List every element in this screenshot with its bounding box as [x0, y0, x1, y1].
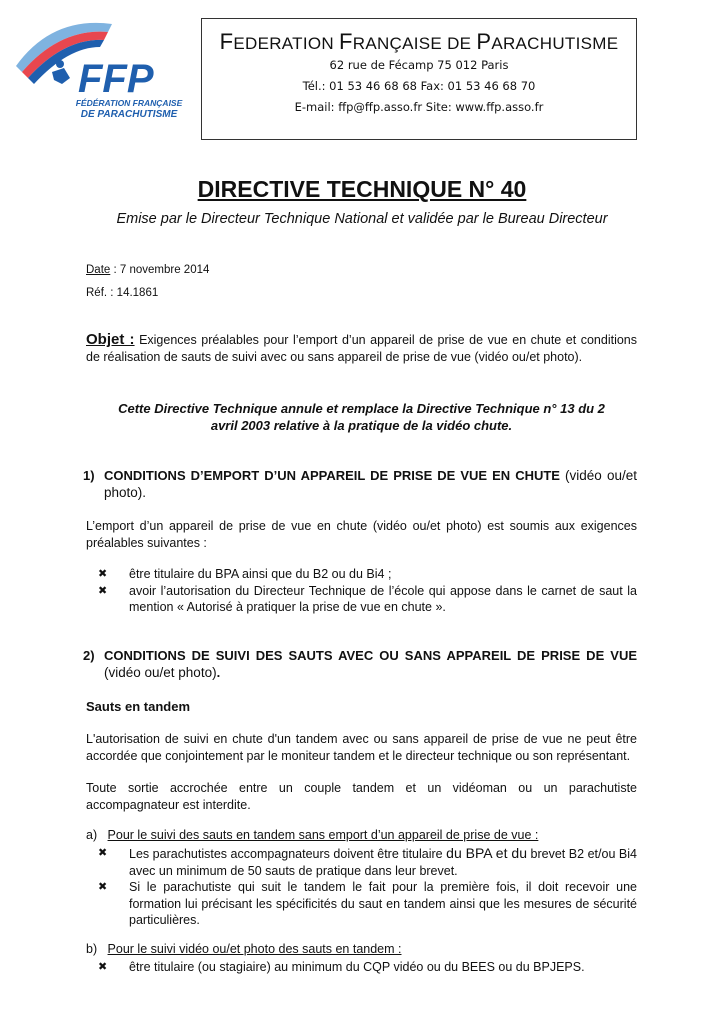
bullet-text-emphasis: du BPA et du [446, 845, 527, 861]
cross-bullet-icon: ✖ [98, 568, 108, 580]
org-rest-3: ARACHUTISME [491, 34, 619, 53]
reference-line: Réf. : 14.1861 [86, 287, 159, 299]
org-rest-1: EDERATION [233, 34, 340, 53]
cross-bullet-icon: ✖ [98, 584, 108, 597]
tandem-paragraph-1: L'autorisation de suivi en chute d'un tandem avec ou sans appareil de prise de vue ne peut être accordée que conjointement par le moniteur tandem et le directeur technique ou son représentant. [86, 732, 637, 763]
section-1-number: 1) [83, 468, 95, 483]
bullet-text: être titulaire du BPA ainsi que du B2 ou du Bi4 ; [129, 567, 392, 581]
list-item [98, 879, 637, 929]
list-b-bullets [98, 959, 637, 976]
org-cap-f2: F [339, 29, 353, 54]
document-subtitle: Emise par le Directeur Technique National et validée par le Bureau Directeur [116, 211, 608, 227]
list-item [98, 959, 637, 976]
skydiver-body [52, 68, 70, 84]
section-1-bullets [98, 566, 637, 616]
document-title-text: DIRECTIVE TECHNIQUE N° 40 [197, 176, 527, 202]
objet-label: Objet : [86, 331, 135, 348]
list-b-heading [86, 942, 401, 956]
cross-bullet-icon: ✖ [98, 847, 108, 859]
section-1-title-suffix: (vidéo ou/et photo). [104, 468, 637, 500]
tandem-paragraph-2: Toute sortie accrochée entre un couple tandem et un vidéoman ou un parachutiste accompagnateur est interdite. [86, 781, 637, 812]
date-label: Date [86, 264, 111, 276]
list-item [98, 566, 637, 583]
skydiver-head [56, 60, 64, 68]
section-2-heading [83, 647, 637, 681]
section-2-title-suffix: (vidéo ou/et photo) [104, 665, 217, 680]
organization-name [202, 29, 636, 55]
list-a-heading [86, 828, 538, 842]
list-a-bullets [98, 845, 637, 929]
org-cap-f1: F [219, 29, 234, 54]
phone-fax: Tél.: 01 53 46 68 68 Fax: 01 53 46 68 70 [302, 79, 536, 93]
section-1-intro: L’emport d’un appareil de prise de vue en chute (vidéo ou/et photo) est soumis aux exigences préalables suivantes : [86, 519, 637, 550]
bullet-text-pre: Les parachutistes accompagnateurs doivent être titulaire [129, 847, 447, 861]
annulment-notice [86, 400, 637, 434]
section-2-title-end: . [216, 665, 221, 680]
list-item [98, 583, 637, 616]
document-title [0, 176, 724, 203]
section-1-title: CONDITIONS D’EMPORT D’UN APPAREIL DE PRISE DE VUE EN CHUTE [104, 468, 560, 483]
ffp-logo [12, 14, 183, 122]
list-b-title: Pour le suivi vidéo ou/et photo des sauts en tandem : [107, 942, 402, 956]
logo-subtitle [74, 98, 184, 120]
list-b-label: b) [86, 942, 98, 956]
email-site: E-mail: ffp@ffp.asso.fr Site: www.ffp.asso.fr [294, 100, 544, 114]
bullet-text: être titulaire (ou stagiaire) au minimum du CQP vidéo ou du BEES ou du BPJEPS. [129, 960, 585, 974]
cross-bullet-icon: ✖ [98, 881, 108, 893]
list-item [98, 845, 637, 879]
section-2-number: 2) [83, 648, 95, 663]
address: 62 rue de Fécamp 75 012 Paris [329, 58, 509, 72]
notice-line-2: avril 2003 relative à la pratique de la vidéo chute. [210, 418, 513, 433]
bullet-text: avoir l’autorisation du Directeur Technique de l’école qui appose dans le carnet de saut la mention « Autorisé à pratiquer la prise de vue en chute ». [129, 583, 637, 614]
date-value: : 7 novembre 2014 [110, 264, 210, 276]
bullet-text: Si le parachutiste qui suit le tandem le fait pour la première fois, il doit recevoir une formation lui précisant les spécificités du saut en tandem ainsi que les mesures de sécurité particulières. [129, 880, 637, 927]
section-2-title: CONDITIONS DE SUIVI DES SAUTS AVEC OU SANS APPAREIL DE PRISE DE VUE [104, 648, 637, 663]
notice-line-1: Cette Directive Technique annule et remplace la Directive Technique n° 13 du 2 [118, 401, 605, 416]
logo-ffp-text: FFP [78, 57, 154, 101]
objet-paragraph [86, 332, 637, 365]
header-box [201, 18, 637, 140]
logo-sub-line2: DE PARACHUTISME [80, 109, 178, 120]
logo-sub-line1: FÉDÉRATION FRANÇAISE [75, 98, 183, 108]
cross-bullet-icon: ✖ [98, 961, 108, 973]
section-1-heading [83, 467, 637, 501]
bullet-text-post: brevet B2 et/ou Bi4 avec un minimum de 50 sauts de pratique dans leur brevet. [129, 847, 637, 878]
objet-text: Exigences préalables pour l’emport d’un appareil de prise de vue en chute et conditions de réalisation de sauts de suivi avec ou sans appareil de prise de vue (vidéo ou/et photo). [86, 333, 637, 364]
subhead-tandem: Sauts en tandem [86, 699, 191, 714]
list-a-title: Pour le suivi des sauts en tandem sans emport d’un appareil de prise de vue : [107, 828, 539, 842]
list-a-label: a) [86, 828, 98, 842]
org-cap-p: P [476, 29, 492, 54]
date-line [86, 264, 209, 276]
org-rest-2: RANÇAISE DE [352, 34, 477, 53]
